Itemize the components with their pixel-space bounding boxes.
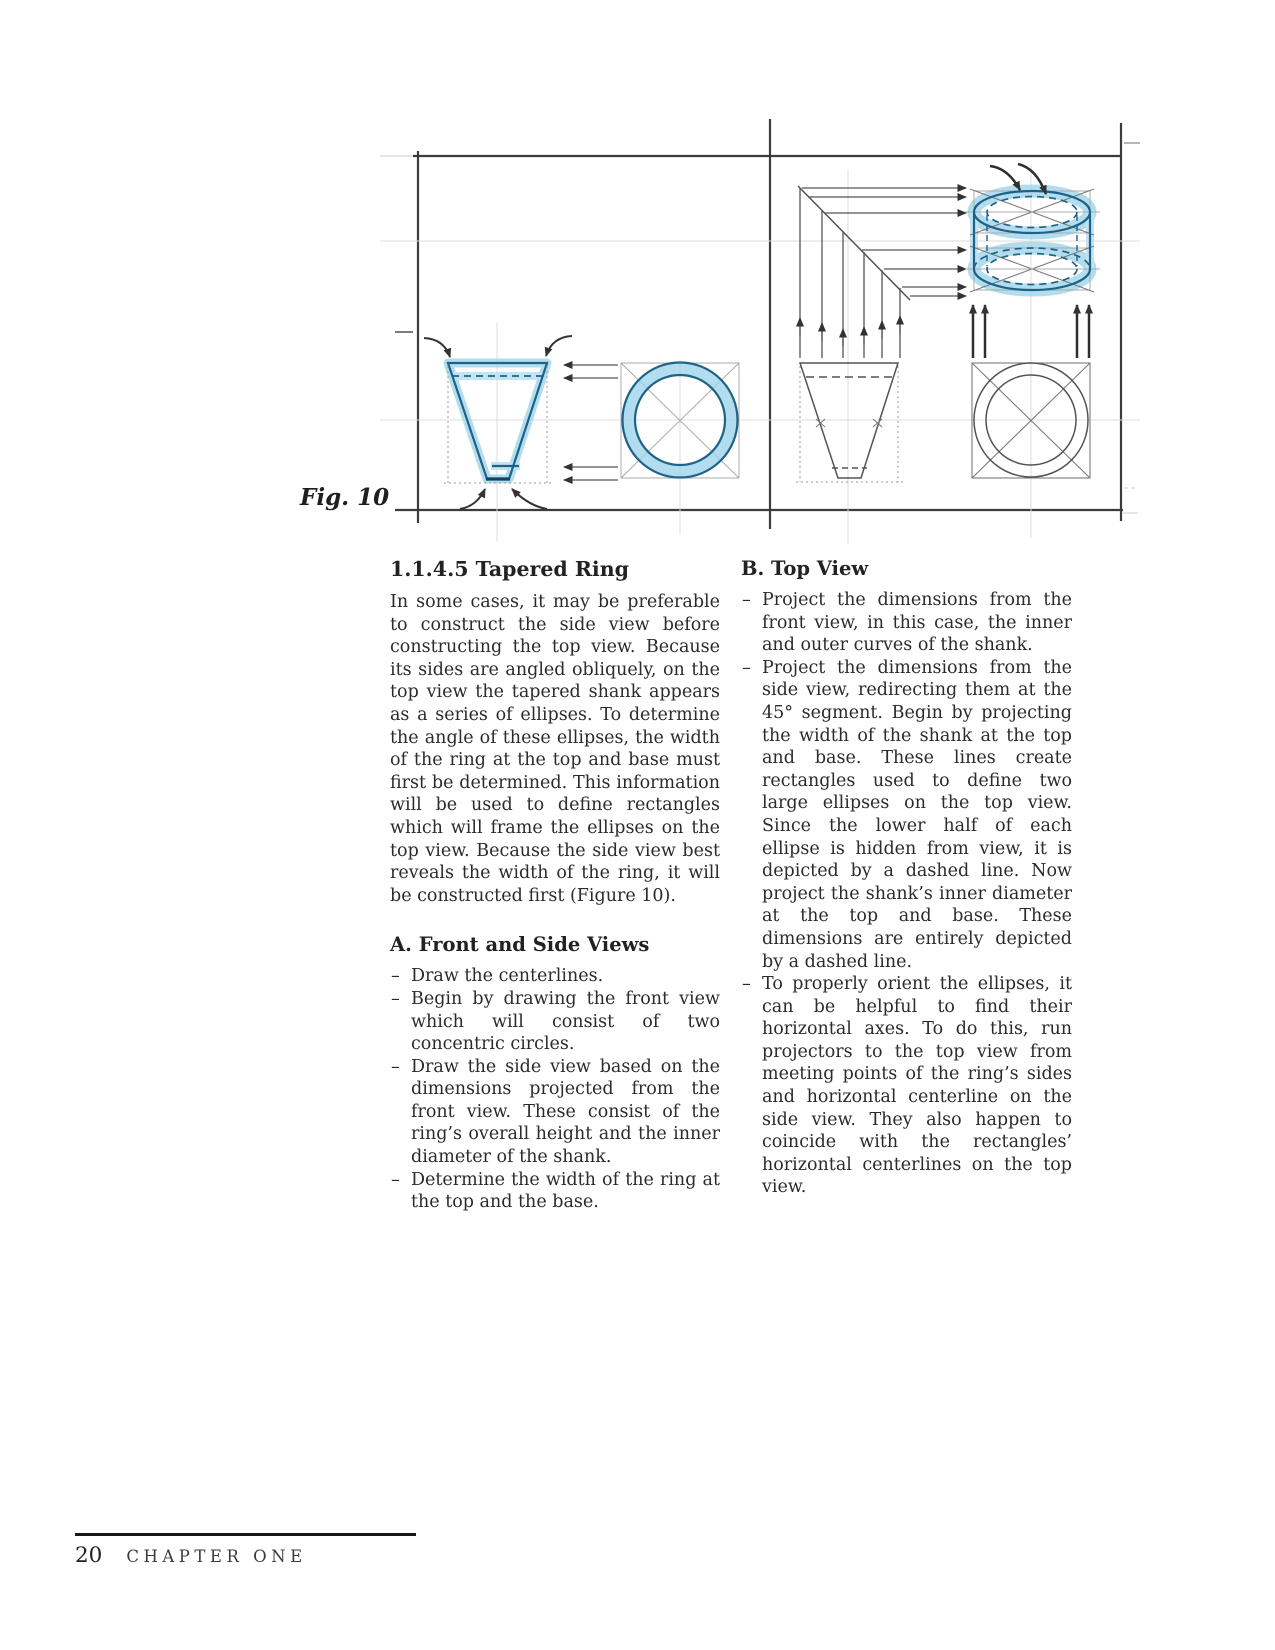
footer <box>75 1543 307 1568</box>
list-item: – Begin by drawing the front view which will consist of two concentric circles. <box>390 988 720 1056</box>
intro-paragraph: In some cases, it may be preferable to construct the side view before constructing the top view. Because its sides are angled obliquely, on the top view the tapered shank appears as a series of ellipses. To determine the angle of these ellipses, the width of the ring at the top and base must first be determined. This information will be used to define rectangles which will frame the ellipses on the top view. Because the side view best reveals the width of the ring, it will be constructed first (Figure 10). <box>390 592 720 906</box>
list-item: – Project the dimensions from the side view, redirecting them at the 45° segment. Begin by projecting the width of the shank at the top and base. These lines create rectangles used to define two large ellipses on the top view. Since the lower half of each ellipse is hidden from view, it is depicted by a dashed line. Now project the shank’s inner diameter at the top and base. These dimensions are entirely depicted by a dashed line. <box>741 657 1072 973</box>
subsection-a-list <box>390 965 720 1214</box>
list-item: – Determine the width of the ring at the top and the base. <box>390 1169 720 1214</box>
diagonal-45-projectors <box>798 186 966 358</box>
projection-arrows-left <box>564 365 618 480</box>
right-column <box>741 556 1072 1199</box>
subsection-b-list <box>741 589 1072 1199</box>
list-item: – To properly orient the ellipses, it can be helpful to find their horizontal axes. To do this, run projectors to the top view from meeting points of the ring’s sides and horizontal centerline on the side view. They also happen to coincide with the rectangles’ horizontal centerlines on the top view. <box>741 973 1072 1199</box>
list-item: – Draw the side view based on the dimensions projected from the front view. These consist of the ring’s overall height and the inner diameter of the shank. <box>390 1056 720 1169</box>
subsection-b-heading: B. Top View <box>741 557 869 580</box>
side-view-cone-plain <box>796 363 903 482</box>
list-item: – Draw the centerlines. <box>390 965 720 988</box>
figure-caption: Fig. 10 <box>300 484 390 511</box>
footer-rule <box>75 1533 416 1536</box>
chapter-title: CHAPTER ONE <box>126 1547 307 1566</box>
figure-10-drawing <box>375 110 1145 550</box>
figure-svg <box>375 110 1145 550</box>
left-column <box>390 556 720 1214</box>
page-number: 20 <box>75 1543 103 1568</box>
section-heading: 1.1.4.5 Tapered Ring <box>390 557 629 581</box>
list-item: – Project the dimensions from the front view, in this case, the inner and outer curves of the shank. <box>741 589 1072 657</box>
subsection-a-heading: A. Front and Side Views <box>390 933 650 957</box>
top-view-cylinder-highlighted <box>965 164 1100 292</box>
